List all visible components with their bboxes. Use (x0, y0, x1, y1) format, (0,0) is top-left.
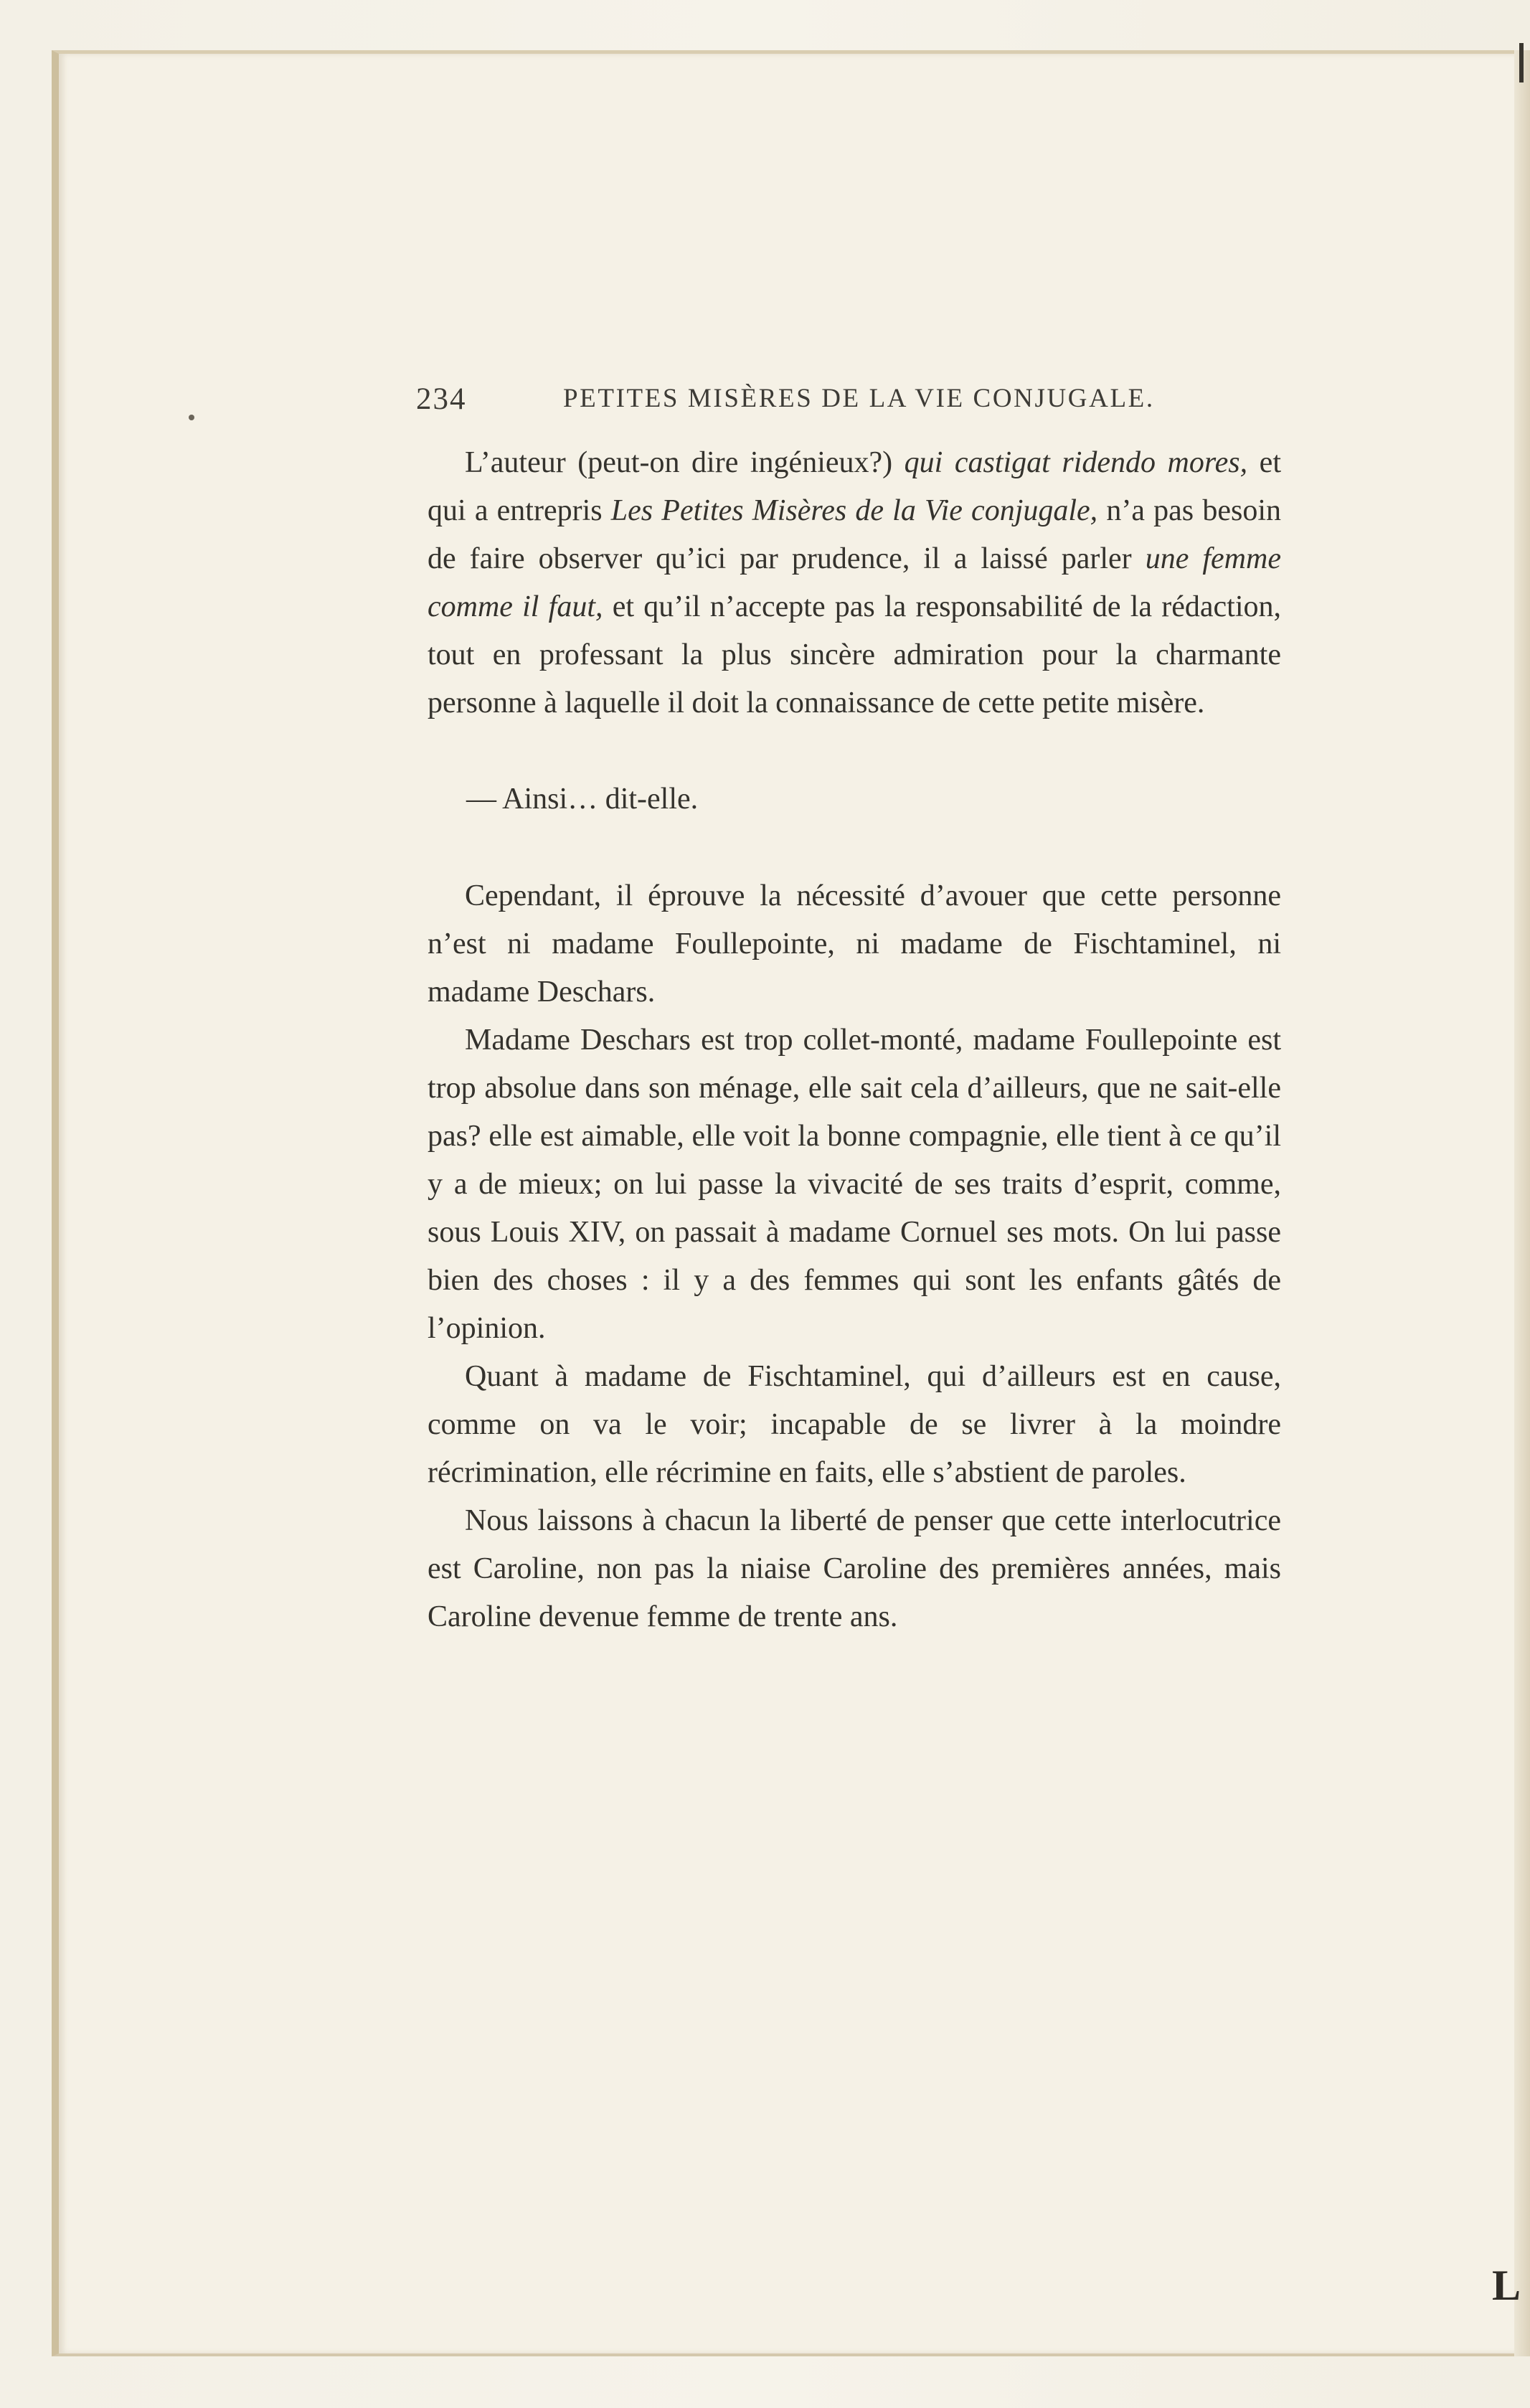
paragraph: Nous laissons à chacun la liberté de penser que cette interlocutrice est Caroline, non pas la niaise Caroline des premières années, mais Caroline devenue femme de trente ans. (428, 1504, 1281, 1633)
ink-spot (189, 415, 194, 420)
dialogue-line: — Ainsi… dit-elle. (466, 783, 699, 816)
paragraph-author-note (428, 439, 1281, 727)
text-run: L’auteur (peut-on dire ingénieux?) (465, 446, 905, 479)
paragraph: Cependant, il éprouve la nécessité d’avouer que cette personne n’est ni madame Foullepointe, ni madame de Fischtaminel, ni madame Deschars. (428, 879, 1281, 1009)
page-corner-mark (1519, 43, 1524, 82)
spacer (428, 823, 1281, 872)
paragraph: Quant à madame de Fischtaminel, qui d’ailleurs est en cause, comme on va le voir; incapable de se livrer à la moindre récrimination, elle récrimine en faits, elle s’abstient de paroles. (428, 1360, 1281, 1489)
running-title: PETITES MISÈRES DE LA VIE CONJUGALE. (563, 384, 1155, 413)
page-edge (1514, 50, 1530, 2356)
italic-phrase: une femme comme il faut, (428, 542, 1281, 623)
text-run: et qu’il n’accepte pas la responsabilité de la rédaction, tout en professant la plus sincère admiration pour la charmante personne à laquelle il doit la connaissance de cette petite misère. (428, 590, 1282, 719)
body-text (428, 439, 1281, 1641)
corner-glyph: L (1492, 2262, 1521, 2309)
spacer (428, 727, 1281, 775)
paragraph: Madame Deschars est trop collet-monté, madame Foullepointe est trop absolue dans son ménage, elle sait cela d’ailleurs, que ne sait-elle pas? elle est aimable, elle voit la bonne compagnie, elle tient à ce qu’il y a de mieux; on lui passe la vivacité de ses traits d’esprit, comme, sous Louis XIV, on passait à madame Cornuel ses mots. On lui passe bien des choses : il y a des femmes qui sont les enfants gâtés de l’opinion. (428, 1024, 1281, 1345)
page-header (416, 382, 1277, 419)
text-run: n’a pas besoin de faire observer qu’ici par prudence, il a laissé parler (428, 494, 1281, 575)
text-run: et qui a entrepris (428, 446, 1281, 527)
italic-quote: qui castigat ridendo mores, (904, 446, 1248, 479)
italic-book-title: Les Petites Misères de la Vie conjugale, (610, 494, 1098, 527)
page-number: 234 (416, 382, 467, 416)
